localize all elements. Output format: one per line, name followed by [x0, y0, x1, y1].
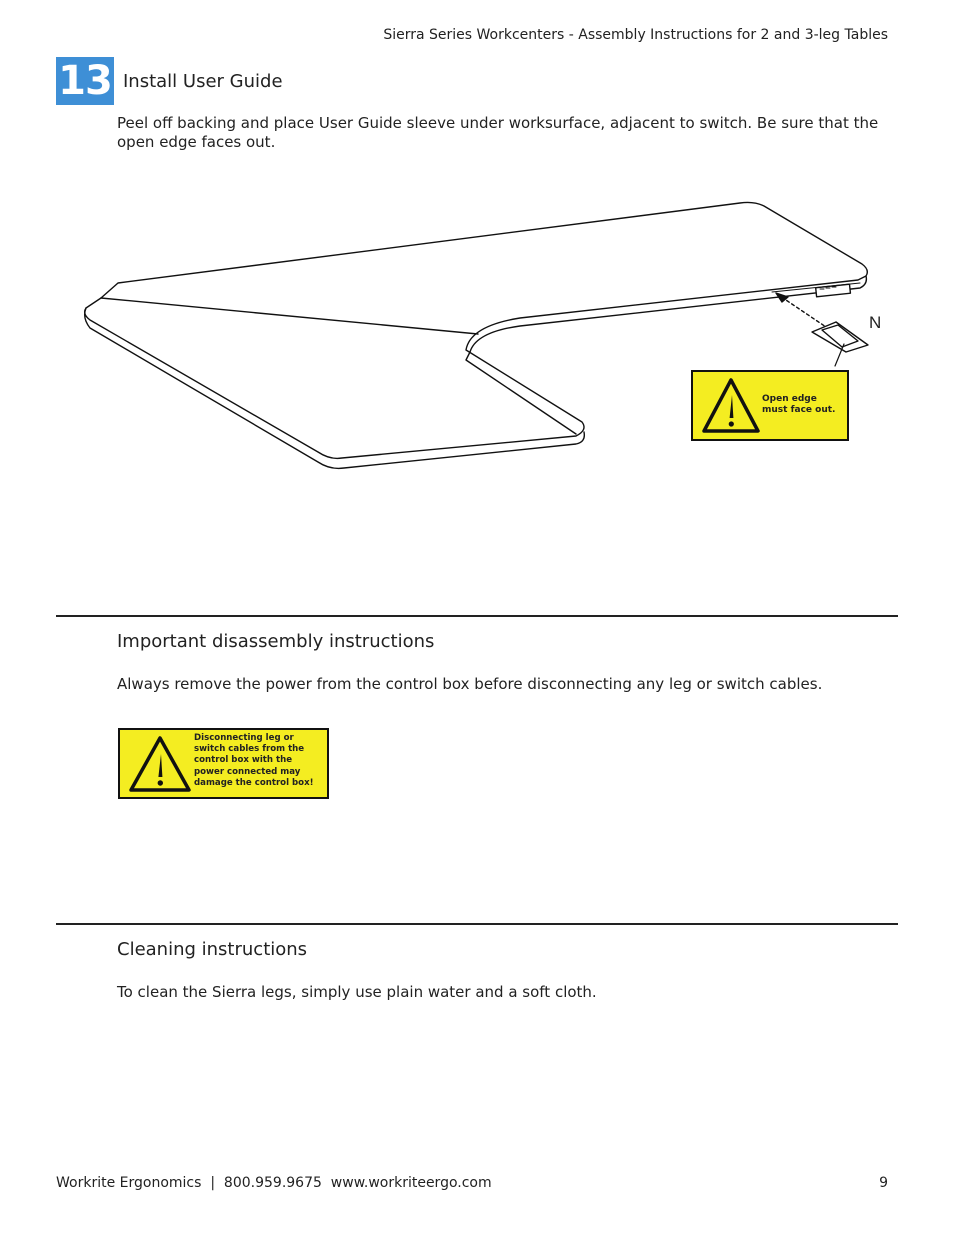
desk-edge — [85, 308, 585, 468]
page-number: 9 — [879, 1175, 888, 1191]
cleaning-instructions: To clean the Sierra legs, simply use plain water and a soft cloth. — [117, 983, 597, 1001]
cleaning-heading: Cleaning instructions — [117, 939, 308, 960]
warning-message: Disconnecting leg or switch cables from the control box with the power connected may damage the control box! — [194, 733, 314, 788]
disassembly-instructions: Always remove the power from the control box before disconnecting any leg or switch cables. — [117, 675, 823, 693]
step-number-badge: 13 — [56, 57, 114, 105]
placement-arrow — [780, 296, 829, 329]
step-instructions: Peel off backing and place User Guide sleeve under worksurface, adjacent to switch. Be sure that the open edge faces out. — [117, 114, 879, 151]
disassembly-heading: Important disassembly instructions — [117, 631, 435, 652]
warning-triangle-icon — [128, 735, 192, 793]
desk-user-guide-illustration — [0, 0, 954, 520]
document-header-title: Sierra Series Workcenters - Assembly Instructions for 2 and 3-leg Tables — [383, 27, 888, 43]
warning-message: Open edge must face out. — [762, 394, 836, 415]
footer-company-info: Workrite Ergonomics | 800.959.9675 www.workriteergo.com — [56, 1175, 492, 1191]
warning-triangle-icon — [701, 377, 761, 434]
step-title: Install User Guide — [123, 71, 283, 92]
section-divider — [56, 923, 898, 925]
open-edge-warning-label — [691, 370, 849, 441]
section-divider — [56, 615, 898, 617]
disconnect-warning-label — [118, 728, 329, 799]
callout-letter: N — [869, 313, 882, 332]
